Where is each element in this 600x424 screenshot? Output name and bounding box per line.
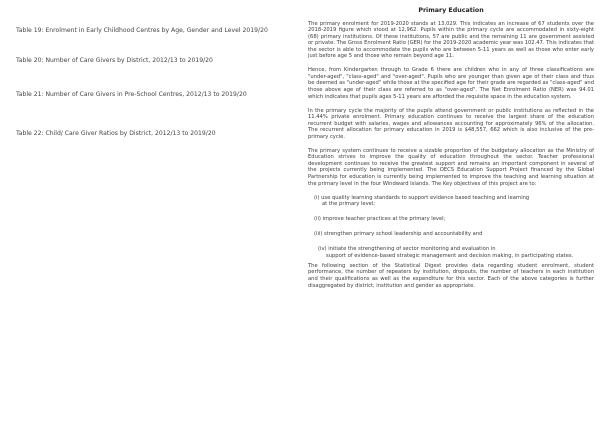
paragraph-classifications: Hence, from Kindergarten through to Grade 6 there are children who in any of three classifications are "under-aged", "class-aged" and "over-aged". Pupils who are younger than given age of their class and thus be deemed as "under-aged" while those at the specified age for their grade are regarded as "class-aged" and those above age of their class are referred to as "over-aged". The Net Enrolment Ratio (NER) was 94.01 which indicates that pupils ages 5-11 years are afforded the requisite space in the education system. xyxy=(308,67,594,100)
paragraph-public-institutions: In the primary cycle the majority of the pupils attend government or public institutions as reflected in the 11.44% private enrolment. Primary education continues to receive the largest share of the education recurrent budget with salaries, wages and allowances accounting for approximately 96% of the allocation. The recurrent allocation for primary education in 2019 is $48,557, 662 which is also inclusive of the pre-primary cycle. xyxy=(308,107,594,140)
objective-item xyxy=(314,216,594,223)
toc-item-table-19[interactable]: Table 19: Enrolment in Early Childhood Centres by Age, Gender and Level 2019/20 xyxy=(16,27,268,34)
objective-line: (iii) strengthen primary school leadership and accountability and xyxy=(314,231,483,238)
objective-item xyxy=(314,195,594,208)
objective-line-continued: support of evidence-based strategic management and decision making, in participating states. xyxy=(326,252,574,259)
paragraph-enrolment: The primary enrolment for 2019-2020 stands at 13,029. This indicates an increase of 67 students over the 2018-2019 figure which stood at 12,962. Pupils within the primary cycle are accommodated in sixty-eight (68) primary institutions. Of these institutions, 57 are public and the remaining 11 are government assisted or private. The Gross Enrolment Ratio (GER) for the 2019-2020 academic year was 102.47. This indicates that the sector is able to accommodate the pupils who are between 5-11 years as well as those who enter early just before age 5 and those who remain beyond age 11. xyxy=(308,20,594,60)
objective-line: (i) use quality learning standards to support evidence based teaching and learning xyxy=(314,194,530,201)
objective-line-continued: at the primary level; xyxy=(322,201,376,208)
primary-education-section xyxy=(308,8,594,297)
objective-line: (ii) improve teacher practices at the primary level; xyxy=(314,216,446,223)
objective-item xyxy=(314,231,594,238)
section-title: Primary Education xyxy=(418,7,484,14)
objective-item xyxy=(318,246,594,259)
paragraph-budget: The primary system continues to receive a sizable proportion of the budgetary allocation as the Ministry of Education strives to improve the quality of education throughout the sector. Teacher professional development continues to receive the greatest support and remains an important component in several of the projects currently being implemented. The OECS Education Support Project financed by the Global Partnership for education is currently being implemented to improve the teaching and learning situation at the primary level in the four Windward Islands. The Key objectives of this project are to: xyxy=(308,147,594,187)
toc-item-table-22[interactable]: Table 22: Child/ Care Giver Ratios by District, 2012/13 to 2019/20 xyxy=(16,130,216,137)
toc-item-table-20[interactable]: Table 20: Number of Care Givers by District, 2012/13 to 2019/20 xyxy=(16,57,213,64)
paragraph-closing: The following section of the Statistical Digest provides data regarding student enrolment, student performance, the number of repeaters by institution, dropouts, the number of teachers in each institution and their qualifications as well as the expenditure for this sector. Each of the above categories is further disaggregated by district, institution and gender as appropriate. xyxy=(308,262,594,289)
objective-line: (iv) initiate the strengthening of sector monitoring and evaluation in xyxy=(318,246,496,253)
toc-item-table-21[interactable]: Table 21: Number of Care Givers in Pre-School Centres, 2012/13 to 2019/20 xyxy=(16,91,247,98)
